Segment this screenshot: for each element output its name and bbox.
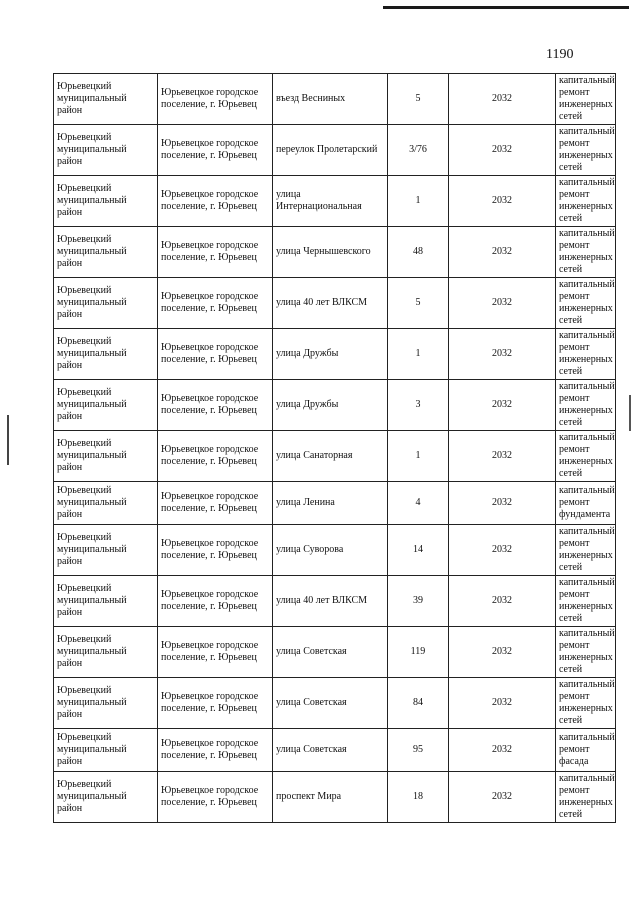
table-row: [54, 380, 616, 431]
street-cell: улица Советская: [273, 729, 388, 772]
district-cell: Юрьевецкий муниципальный район: [54, 729, 158, 772]
settlement-cell: Юрьевецкое городское поселение, г. Юрьевец: [158, 431, 273, 482]
work-type-cell: капитальный ремонт инженерных сетей: [556, 227, 616, 278]
house-number-cell: 84: [388, 678, 449, 729]
district-cell: Юрьевецкий муниципальный район: [54, 772, 158, 823]
year-cell: 2032: [449, 380, 556, 431]
district-cell: Юрьевецкий муниципальный район: [54, 278, 158, 329]
work-type-cell: капитальный ремонт инженерных сетей: [556, 772, 616, 823]
work-type-cell: капитальный ремонт инженерных сетей: [556, 74, 616, 125]
year-cell: 2032: [449, 482, 556, 525]
district-cell: Юрьевецкий муниципальный район: [54, 380, 158, 431]
house-number-cell: 1: [388, 431, 449, 482]
street-cell: улица Дружбы: [273, 329, 388, 380]
house-number-cell: 1: [388, 176, 449, 227]
work-type-cell: капитальный ремонт инженерных сетей: [556, 125, 616, 176]
work-type-cell: капитальный ремонт инженерных сетей: [556, 329, 616, 380]
district-cell: Юрьевецкий муниципальный район: [54, 576, 158, 627]
table-row: [54, 329, 616, 380]
street-cell: улица Чернышевского: [273, 227, 388, 278]
table-row: [54, 729, 616, 772]
scan-artifact-left: [7, 415, 9, 465]
street-cell: улица Санаторная: [273, 431, 388, 482]
house-number-cell: 119: [388, 627, 449, 678]
table-row: [54, 576, 616, 627]
year-cell: 2032: [449, 772, 556, 823]
table-row: [54, 772, 616, 823]
district-cell: Юрьевецкий муниципальный район: [54, 627, 158, 678]
house-number-cell: 18: [388, 772, 449, 823]
table-row: [54, 74, 616, 125]
house-number-cell: 14: [388, 525, 449, 576]
house-number-cell: 4: [388, 482, 449, 525]
house-number-cell: 48: [388, 227, 449, 278]
street-cell: улица Советская: [273, 627, 388, 678]
work-type-cell: капитальный ремонт инженерных сетей: [556, 525, 616, 576]
house-number-cell: 95: [388, 729, 449, 772]
house-number-cell: 5: [388, 278, 449, 329]
house-number-cell: 3/76: [388, 125, 449, 176]
table-row: [54, 678, 616, 729]
district-cell: Юрьевецкий муниципальный район: [54, 125, 158, 176]
page-number: 1190: [546, 47, 574, 62]
house-number-cell: 1: [388, 329, 449, 380]
house-number-cell: 3: [388, 380, 449, 431]
work-type-cell: капитальный ремонт инженерных сетей: [556, 176, 616, 227]
year-cell: 2032: [449, 627, 556, 678]
district-cell: Юрьевецкий муниципальный район: [54, 525, 158, 576]
district-cell: Юрьевецкий муниципальный район: [54, 329, 158, 380]
table-row: [54, 278, 616, 329]
table-row: [54, 125, 616, 176]
year-cell: 2032: [449, 74, 556, 125]
settlement-cell: Юрьевецкое городское поселение, г. Юрьевец: [158, 380, 273, 431]
year-cell: 2032: [449, 278, 556, 329]
house-number-cell: 5: [388, 74, 449, 125]
settlement-cell: Юрьевецкое городское поселение, г. Юрьевец: [158, 576, 273, 627]
year-cell: 2032: [449, 525, 556, 576]
street-cell: улица Дружбы: [273, 380, 388, 431]
settlement-cell: Юрьевецкое городское поселение, г. Юрьевец: [158, 678, 273, 729]
street-cell: улица Советская: [273, 678, 388, 729]
work-type-cell: капитальный ремонт фундамента: [556, 482, 616, 525]
table-row: [54, 482, 616, 525]
repair-schedule-table: [53, 73, 616, 823]
year-cell: 2032: [449, 227, 556, 278]
settlement-cell: Юрьевецкое городское поселение, г. Юрьевец: [158, 772, 273, 823]
year-cell: 2032: [449, 729, 556, 772]
street-cell: улица Суворова: [273, 525, 388, 576]
street-cell: улица 40 лет ВЛКСМ: [273, 576, 388, 627]
year-cell: 2032: [449, 176, 556, 227]
table-row: [54, 176, 616, 227]
year-cell: 2032: [449, 329, 556, 380]
work-type-cell: капитальный ремонт инженерных сетей: [556, 380, 616, 431]
work-type-cell: капитальный ремонт инженерных сетей: [556, 431, 616, 482]
year-cell: 2032: [449, 576, 556, 627]
settlement-cell: Юрьевецкое городское поселение, г. Юрьевец: [158, 329, 273, 380]
settlement-cell: Юрьевецкое городское поселение, г. Юрьевец: [158, 125, 273, 176]
settlement-cell: Юрьевецкое городское поселение, г. Юрьевец: [158, 482, 273, 525]
settlement-cell: Юрьевецкое городское поселение, г. Юрьевец: [158, 74, 273, 125]
year-cell: 2032: [449, 678, 556, 729]
work-type-cell: капитальный ремонт инженерных сетей: [556, 627, 616, 678]
settlement-cell: Юрьевецкое городское поселение, г. Юрьевец: [158, 729, 273, 772]
settlement-cell: Юрьевецкое городское поселение, г. Юрьевец: [158, 278, 273, 329]
work-type-cell: капитальный ремонт инженерных сетей: [556, 278, 616, 329]
settlement-cell: Юрьевецкое городское поселение, г. Юрьевец: [158, 176, 273, 227]
settlement-cell: Юрьевецкое городское поселение, г. Юрьевец: [158, 227, 273, 278]
street-cell: улица Ленина: [273, 482, 388, 525]
settlement-cell: Юрьевецкое городское поселение, г. Юрьевец: [158, 627, 273, 678]
street-cell: проспект Мира: [273, 772, 388, 823]
work-type-cell: капитальный ремонт инженерных сетей: [556, 576, 616, 627]
work-type-cell: капитальный ремонт фасада: [556, 729, 616, 772]
district-cell: Юрьевецкий муниципальный район: [54, 176, 158, 227]
district-cell: Юрьевецкий муниципальный район: [54, 74, 158, 125]
street-cell: улица Интернациональная: [273, 176, 388, 227]
table-row: [54, 227, 616, 278]
district-cell: Юрьевецкий муниципальный район: [54, 482, 158, 525]
street-cell: въезд Весниных: [273, 74, 388, 125]
house-number-cell: 39: [388, 576, 449, 627]
district-cell: Юрьевецкий муниципальный район: [54, 227, 158, 278]
settlement-cell: Юрьевецкое городское поселение, г. Юрьевец: [158, 525, 273, 576]
district-cell: Юрьевецкий муниципальный район: [54, 431, 158, 482]
scan-artifact-right: [629, 395, 631, 431]
year-cell: 2032: [449, 431, 556, 482]
year-cell: 2032: [449, 125, 556, 176]
work-type-cell: капитальный ремонт инженерных сетей: [556, 678, 616, 729]
table-body: [54, 74, 616, 823]
district-cell: Юрьевецкий муниципальный район: [54, 678, 158, 729]
table-row: [54, 431, 616, 482]
header-rule: [383, 6, 629, 9]
street-cell: переулок Пролетарский: [273, 125, 388, 176]
table-row: [54, 525, 616, 576]
table-row: [54, 627, 616, 678]
street-cell: улица 40 лет ВЛКСМ: [273, 278, 388, 329]
